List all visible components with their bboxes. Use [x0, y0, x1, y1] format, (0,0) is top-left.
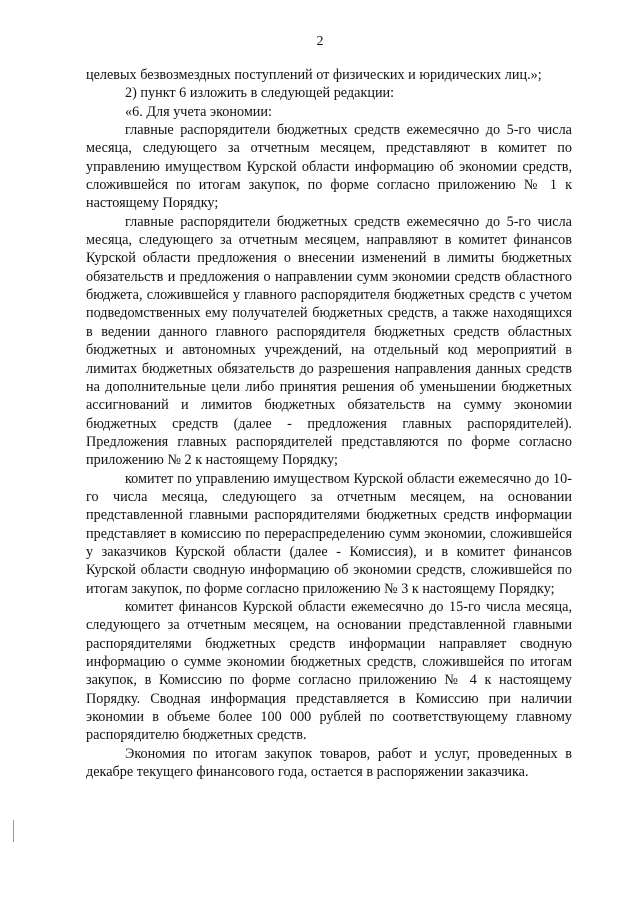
page-number: 2 — [316, 34, 324, 49]
paragraph-item-2: 2) пункт 6 изложить в следующей редакции: — [125, 85, 395, 102]
paragraph-december-savings: Экономия по итогам закупок товаров, работ и услуг, проведенных в декабре текущего финансового года, остается в распоряжении заказчика. — [86, 745, 572, 781]
paragraph-property-committee: комитет по управлению имуществом Курской области ежемесячно до 10-го числа месяца, следующего за отчетным месяцем, на основании представленной главными распорядителями бюджетных средств информации представляет в комиссию по перераспределению сумм экономии, сложившейся у заказчиков Курской области (далее - Комиссия), и в комитет финансов Курской области сводную информацию об экономии средств, сложившейся по итогам закупок, по форме согласно приложению № 3 к настоящему Порядку; — [86, 470, 572, 597]
margin-mark — [13, 820, 14, 842]
paragraph-section-6-heading: «6. Для учета экономии: — [125, 103, 272, 120]
paragraph-continuation: целевых безвозмездных поступлений от физических и юридических лиц.»; — [86, 67, 542, 83]
paragraph-main-distributors-proposals: главные распорядители бюджетных средств ежемесячно до 5-го числа месяца, следующего за отчетным месяцем, направляют в комитет финансов Курской области предложения о внесении изменений в лимиты бюджетных обязательств и предложения о направлении сумм экономии средств областного бюджета, сложившейся у главного распорядителя бюджетных средств с учетом подведомственных ему получателей бюджетных средств, а также находящихся в ведении данного главного распорядителя бюджетных средств областных бюджетных и автономных учреждений, на отдельный код мероприятий в лимитах бюджетных обязательств до разрешения направления данных средств на дополнительные цели либо принятия решения об уменьшении бюджетных ассигнований и лимитов бюджетных обязательств на сумму экономии бюджетных средств (далее - предложения главных распорядителей). Предложения главных распорядителей представляются по форме согласно приложению № 2 к настоящему Порядку; — [86, 213, 572, 469]
paragraph-finance-committee: комитет финансов Курской области ежемесячно до 15-го числа месяца, следующего за отчетным месяцем, на основании представленной главными распорядителями бюджетных средств информации направляет сводную информацию о сумме экономии бюджетных средств, сложившейся по итогам закупок, в Комиссию по форме согласно приложению № 4 к настоящему Порядку. Сводная информация представляется в Комиссию при наличии экономии в объеме более 100 000 рублей по соответствующему главному распорядителю бюджетных средств. — [86, 598, 572, 744]
document-body — [86, 66, 572, 781]
paragraph-main-distributors-report: главные распорядители бюджетных средств ежемесячно до 5-го числа месяца, следующего за отчетным месяцем, представляют в комитет по управлению имуществом Курской области информацию об экономии средств, сложившейся по итогам закупок, по форме согласно приложению № 1 к настоящему Порядку; — [86, 122, 572, 212]
